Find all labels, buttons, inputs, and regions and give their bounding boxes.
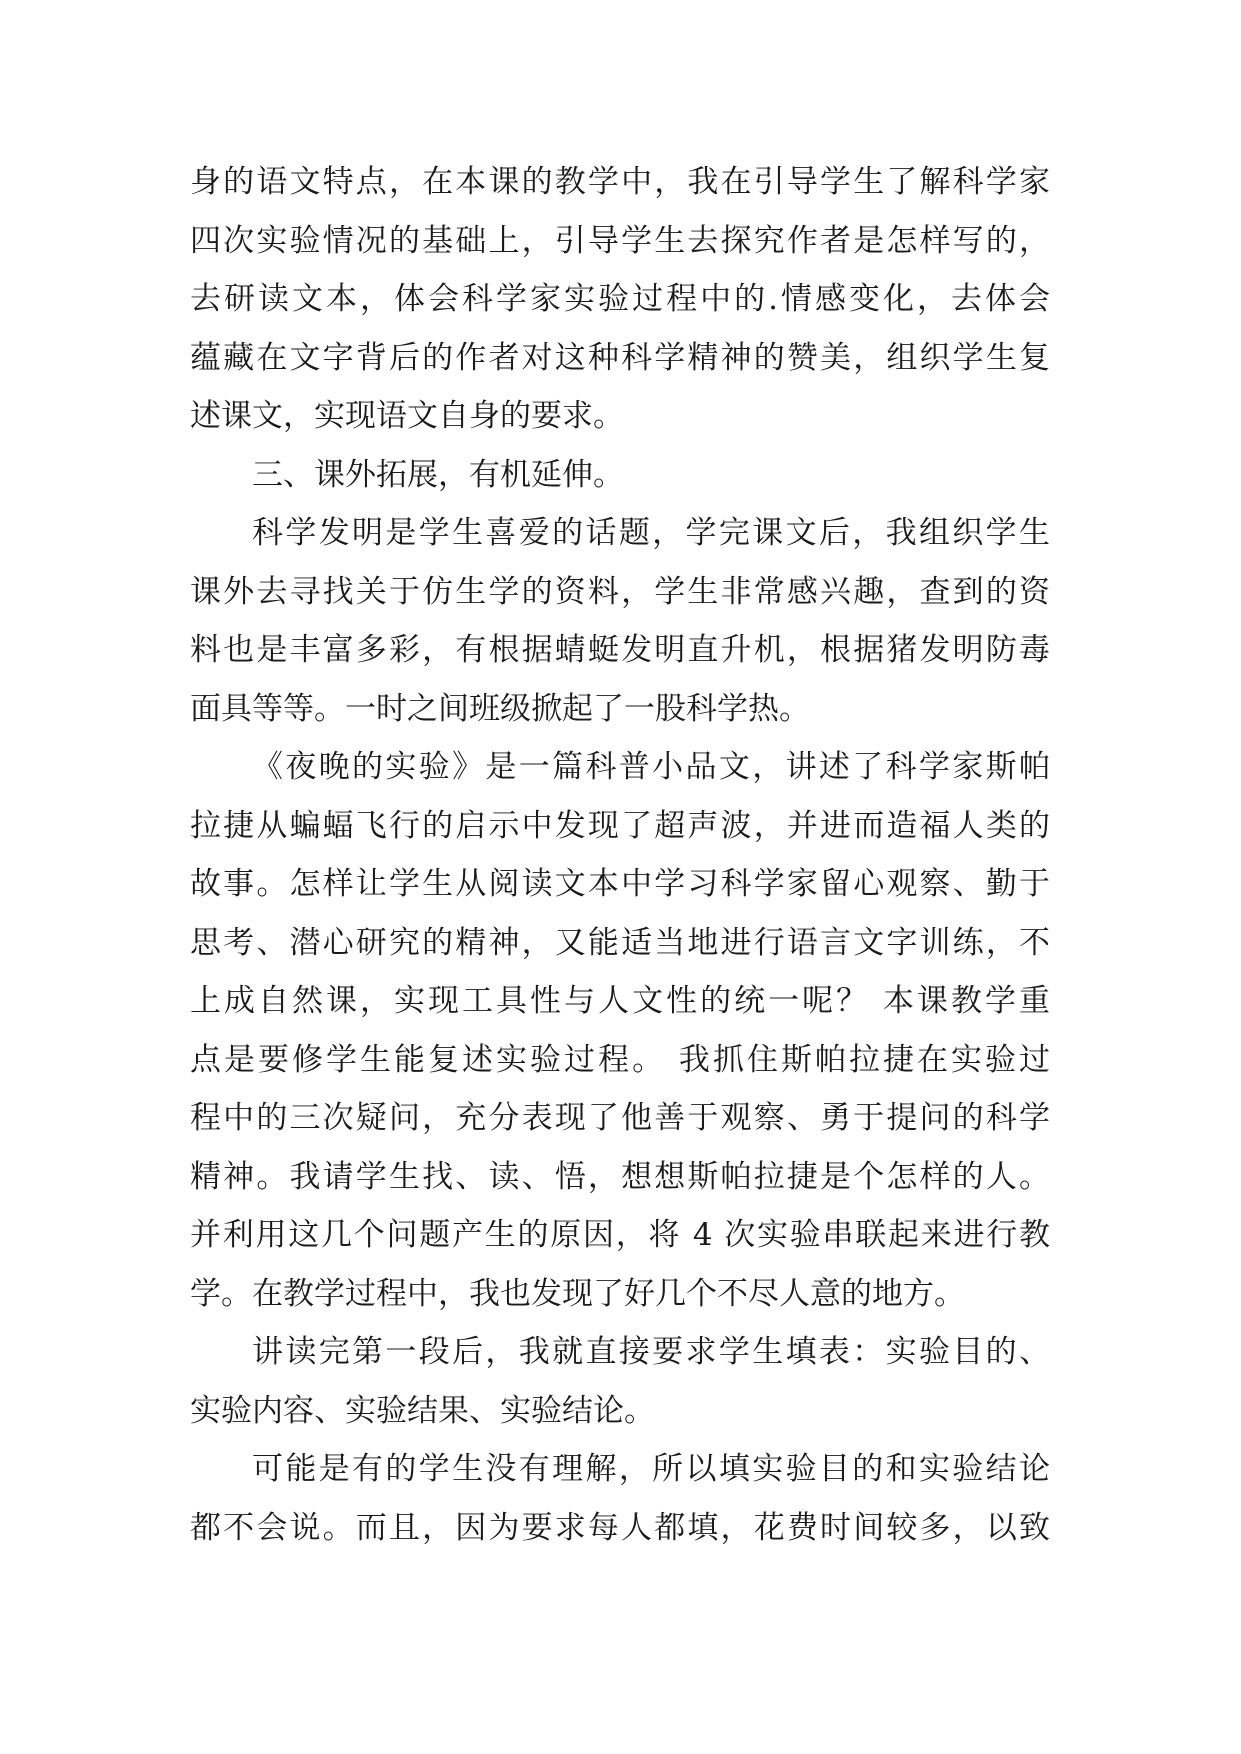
text-line: 上成自然课，实现工具性与人文性的统一呢？ 本课教学重	[190, 983, 1050, 1019]
text-line: 四次实验情况的基础上，引导学生去探究作者是怎样写的，	[190, 222, 1050, 259]
text-line: 述课文，实现语文自身的要求。	[190, 398, 624, 434]
text-line: 讲读完第一段后，我就直接要求学生填表：实验目的、	[252, 1334, 1050, 1370]
text-line: 《夜晚的实验》是一篇科普小品文，讲述了科学家斯帕	[252, 749, 1050, 785]
text-line: 都不会说。而且，因为要求每人都填，花费时间较多，以致	[190, 1509, 1050, 1546]
document-body	[190, 153, 1050, 1557]
text-line: 并利用这几个问题产生的原因，将 4 次实验串联起来进行教	[190, 1217, 1050, 1253]
text-line: 可能是有的学生没有理解，所以填实验目的和实验结论	[252, 1451, 1050, 1487]
text-line: 三、课外拓展，有机延伸。	[252, 456, 624, 493]
text-line: 思考、潜心研究的精神，又能适当地进行语言文字训练，不	[190, 924, 1050, 961]
text-line: 蕴藏在文字背后的作者对这种科学精神的赞美，组织学生复	[190, 339, 1050, 376]
text-line: 去研读文本，体会科学家实验过程中的.情感变化，去体会	[190, 281, 1050, 317]
text-line: 面具等等。一时之间班级掀起了一股科学热。	[190, 690, 810, 727]
text-line: 料也是丰富多彩，有根据蜻蜓发明直升机，根据猪发明防毒	[190, 632, 1050, 668]
text-line: 精神。我请学生找、读、悟，想想斯帕拉捷是个怎样的人。	[190, 1158, 1050, 1195]
text-line: 身的语文特点，在本课的教学中，我在引导学生了解科学家	[190, 164, 1050, 200]
text-line: 拉捷从蝙蝠飞行的启示中发现了超声波，并进而造福人类的	[190, 807, 1050, 844]
text-line: 课外去寻找关于仿生学的资料，学生非常感兴趣，查到的资	[190, 573, 1050, 610]
text-line: 实验内容、实验结果、实验结论。	[190, 1392, 655, 1429]
text-line: 故事。怎样让学生从阅读文本中学习科学家留心观察、勤于	[190, 866, 1050, 902]
text-line: 科学发明是学生喜爱的话题，学完课文后，我组织学生	[252, 515, 1050, 551]
text-line: 学。在教学过程中，我也发现了好几个不尽人意的地方。	[190, 1275, 965, 1312]
text-line: 程中的三次疑问，充分表现了他善于观察、勇于提问的科学	[190, 1100, 1050, 1136]
text-line: 点是要修学生能复述实验过程。 我抓住斯帕拉捷在实验过	[190, 1041, 1050, 1078]
